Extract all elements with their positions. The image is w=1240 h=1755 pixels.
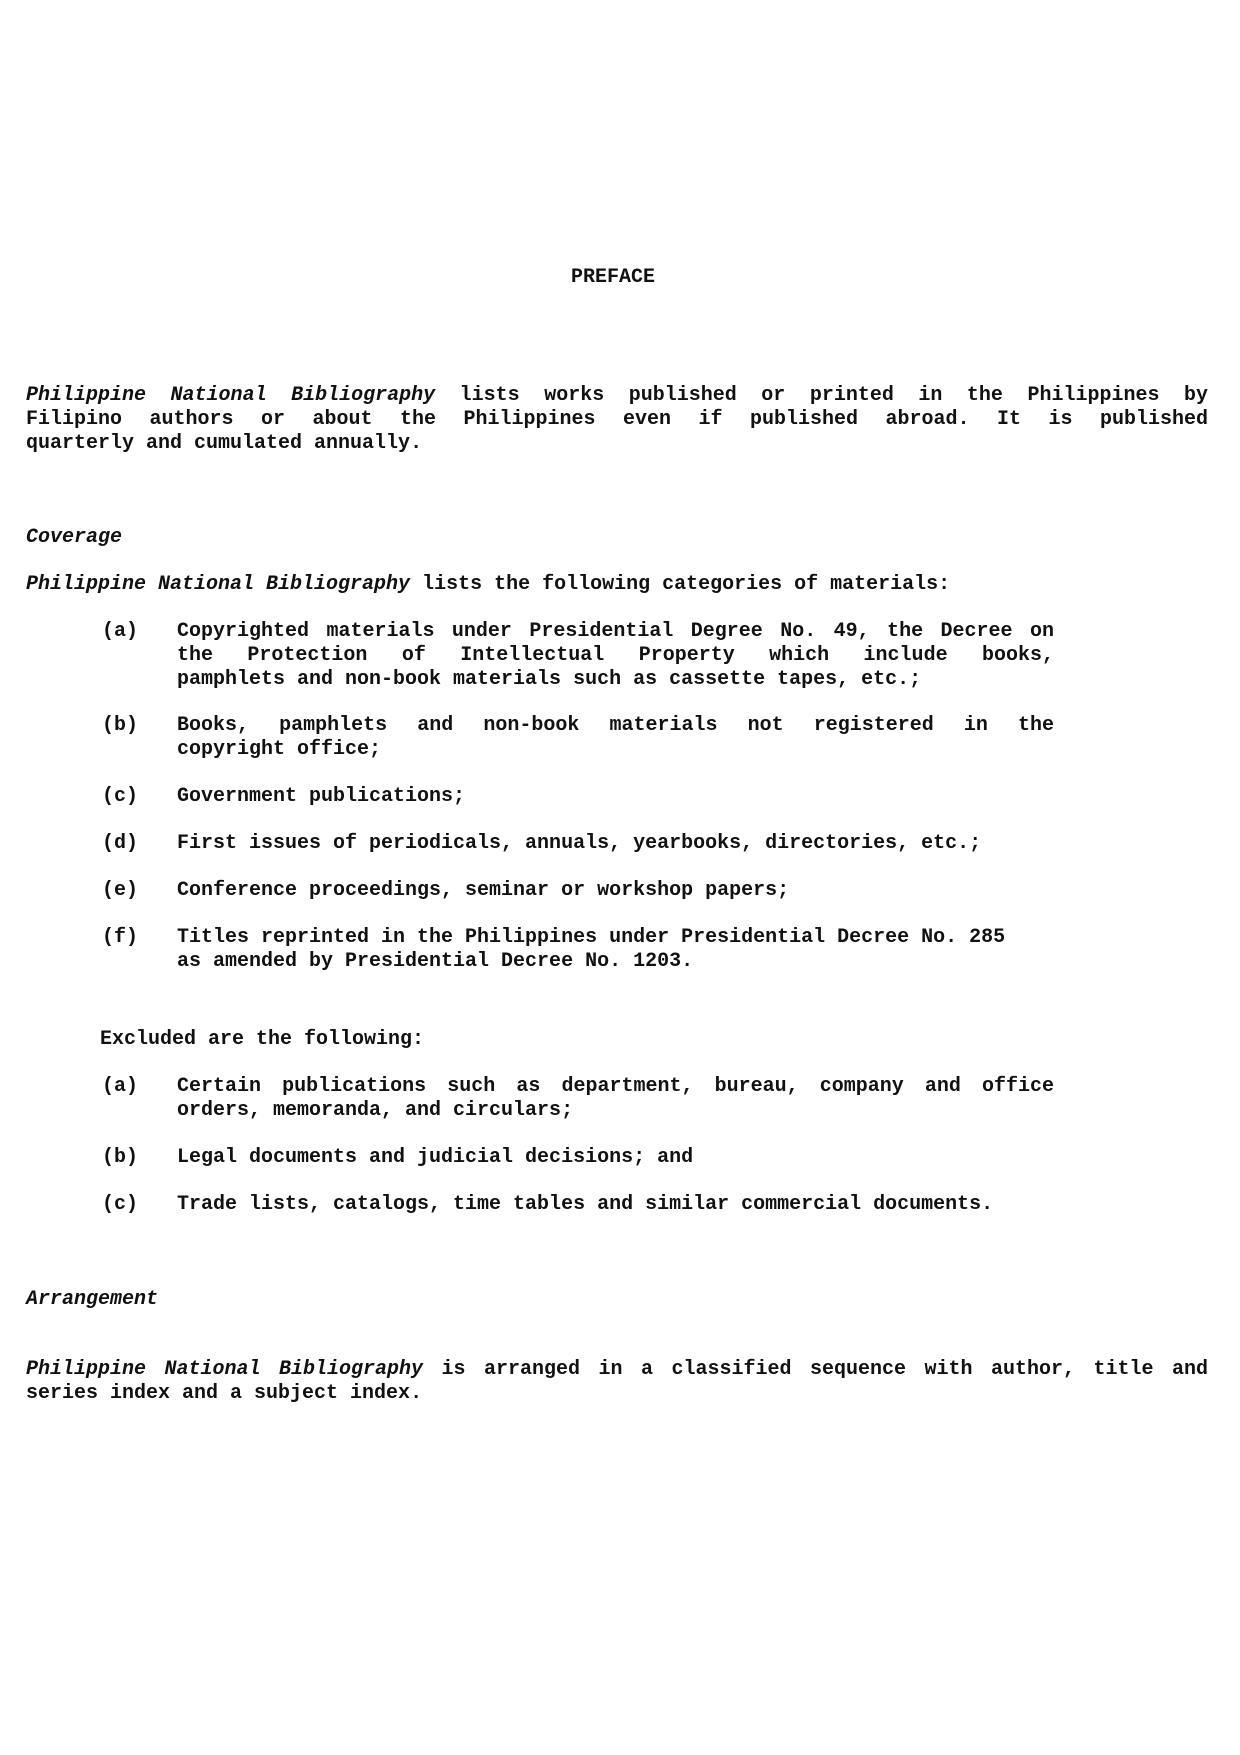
- page-title: PREFACE: [570, 266, 655, 289]
- arrangement-line-1-text: is arranged in a classified sequence with author, title and: [423, 1358, 1208, 1381]
- coverage-lead: [26, 573, 1208, 597]
- intro-title: Philippine National Bibliography: [26, 384, 436, 407]
- item-line: Titles reprinted in the Philippines under Presidential Decree No. 285: [177, 926, 1006, 949]
- coverage-item-c: [102, 785, 1054, 809]
- coverage-title: Philippine National Bibliography: [26, 573, 411, 596]
- excluded-lead: Excluded are the following:: [100, 1028, 425, 1051]
- item-line: Certain publications such as department, bureau, company and office: [177, 1075, 1054, 1098]
- arrangement-title: Philippine National Bibliography: [26, 1358, 424, 1381]
- item-line: as amended by Presidential Decree No. 1203.: [177, 950, 694, 973]
- arrangement-heading: Arrangement: [26, 1288, 159, 1311]
- item-label: (c): [102, 1193, 139, 1216]
- intro-line-3: quarterly and cumulated annually.: [26, 432, 423, 455]
- intro-line-2: Filipino authors or about the Philippines even if published abroad. It is published: [26, 408, 1208, 431]
- item-line: pamphlets and non-book materials such as cassette tapes, etc.;: [177, 668, 922, 691]
- item-label: (b): [102, 1146, 139, 1169]
- coverage-item-a: [102, 620, 1054, 692]
- coverage-item-e: [102, 879, 1054, 903]
- excluded-item-a: [102, 1075, 1054, 1123]
- item-line: Copyrighted materials under Presidential Degree No. 49, the Decree on: [177, 620, 1054, 643]
- arrangement-line-2: series index and a subject index.: [26, 1382, 423, 1405]
- item-line: Books, pamphlets and non-book materials not registered in the: [177, 714, 1054, 737]
- coverage-heading: Coverage: [26, 526, 123, 549]
- arrangement-paragraph: [26, 1358, 1208, 1406]
- item-line: orders, memoranda, and circulars;: [177, 1099, 574, 1122]
- item-label: (a): [102, 620, 139, 643]
- coverage-item-b: [102, 714, 1054, 762]
- item-label: (c): [102, 785, 139, 808]
- coverage-lead-text: lists the following categories of materials:: [410, 573, 951, 596]
- excluded-item-c: [102, 1193, 1054, 1217]
- intro-line-1: [26, 384, 1208, 408]
- intro-line-1-text: lists works published or printed in the Philippines by: [435, 384, 1209, 407]
- item-label: (f): [102, 926, 139, 949]
- intro-paragraph: [26, 384, 1208, 456]
- coverage-item-d: [102, 832, 1054, 856]
- item-label: (a): [102, 1075, 139, 1098]
- arrangement-line-1: [26, 1358, 1208, 1382]
- item-line: Conference proceedings, seminar or workshop papers;: [177, 879, 790, 902]
- item-line: copyright office;: [177, 738, 382, 761]
- item-label: (b): [102, 714, 139, 737]
- item-line: Government publications;: [177, 785, 466, 808]
- item-label: (d): [102, 832, 139, 855]
- item-line: First issues of periodicals, annuals, yearbooks, directories, etc.;: [177, 832, 982, 855]
- item-line: Trade lists, catalogs, time tables and similar commercial documents.: [177, 1193, 994, 1216]
- item-line: the Protection of Intellectual Property which include books,: [177, 644, 1054, 667]
- item-line: Legal documents and judicial decisions; and: [177, 1146, 694, 1169]
- excluded-item-b: [102, 1146, 1054, 1170]
- coverage-item-f: [102, 926, 1054, 974]
- item-label: (e): [102, 879, 139, 902]
